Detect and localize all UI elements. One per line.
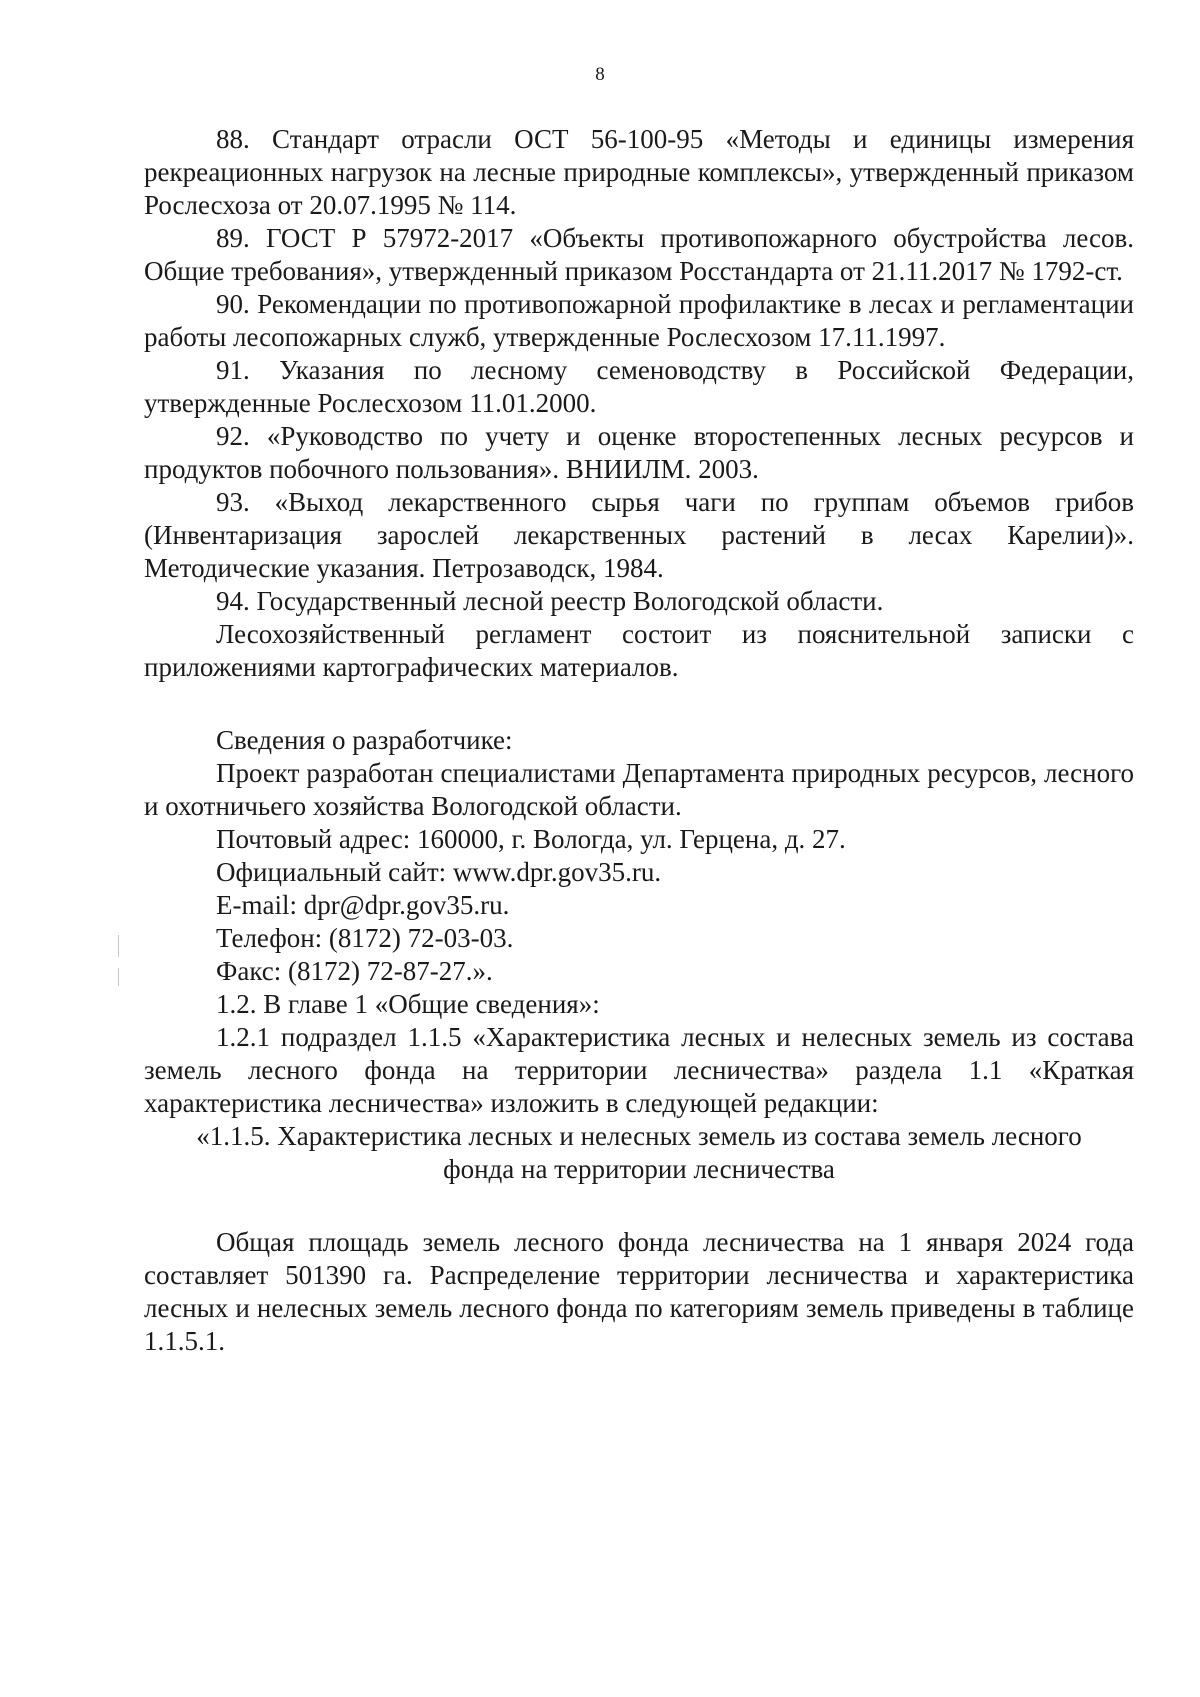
section-heading-line: «1.1.5. Характеристика лесных и нелесных земель из состава земель лесного	[196, 1121, 1082, 1151]
developer-project: Проект разработан специалистами Департамента природных ресурсов, лесного и охотничьего хозяйства Вологодской области.	[144, 758, 1134, 821]
page-number: 8	[595, 64, 605, 85]
developer-email: E-mail: dpr@dpr.gov35.ru.	[216, 890, 510, 920]
list-item: 92. «Руководство по учету и оценке второстепенных лесных ресурсов и продуктов побочного пользования». ВНИИЛМ. 2003.	[144, 421, 1134, 484]
list-item: 94. Государственный лесной реестр Вологодской области.	[216, 586, 884, 616]
list-item: 90. Рекомендации по противопожарной профилактике в лесах и регламентации работы лесопожарных служб, утвержденные Рослесхозом 17.11.1997.	[144, 289, 1134, 352]
list-item: 88. Стандарт отрасли ОСТ 56-100-95 «Методы и единицы измерения рекреационных нагрузок на лесные природные комплексы», утвержденный приказом Рослесхоза от 20.07.1995 № 114.	[144, 124, 1134, 220]
developer-site: Официальный сайт: www.dpr.gov35.ru.	[216, 857, 662, 887]
amendment-chapter: 1.2. В главе 1 «Общие сведения»:	[216, 989, 600, 1019]
developer-info	[144, 724, 1134, 988]
scan-margin-mark	[118, 968, 119, 986]
developer-phone: Телефон: (8172) 72-03-03.	[216, 923, 514, 953]
document-body	[144, 123, 1134, 1358]
spacer	[144, 684, 1134, 724]
developer-address: Почтовый адрес: 160000, г. Вологда, ул. Герцена, д. 27.	[216, 824, 846, 854]
developer-fax: Факс: (8172) 72-87-27.».	[216, 956, 493, 986]
spacer	[144, 1186, 1134, 1226]
regulation-note: Лесохозяйственный регламент состоит из пояснительной записки с приложениями картографических материалов.	[144, 619, 1134, 682]
amendment-section	[144, 988, 1134, 1358]
list-item: 91. Указания по лесному семеноводству в Российской Федерации, утвержденные Рослесхозом 11.01.2000.	[144, 355, 1134, 418]
list-item: 89. ГОСТ Р 57972-2017 «Объекты противопожарного обустройства лесов. Общие требования», утвержденный приказом Росстандарта от 21.11.2017 № 1792-ст.	[144, 223, 1134, 286]
amendment-subsection: 1.2.1 подраздел 1.1.5 «Характеристика лесных и нелесных земель из состава земель лесного фонда на территории лесничества» раздела 1.1 «Краткая характеристика лесничества» изложить в следующей редакции:	[144, 1022, 1134, 1118]
list-item: 93. «Выход лекарственного сырья чаги по группам объемов грибов (Инвентаризация зарослей лекарственных растений в лесах Карелии)». Методические указания. Петрозаводск, 1984.	[144, 487, 1134, 583]
area-summary: Общая площадь земель лесного фонда лесничества на 1 января 2024 года составляет 501390 га. Распределение территории лесничества и характеристика лесных и нелесных земель лесного фонда по категориям земель приведены в таблице 1.1.5.1.	[144, 1227, 1134, 1356]
reference-list	[144, 123, 1134, 618]
section-heading-line: фонда на территории лесничества	[443, 1154, 835, 1184]
section-heading	[144, 1120, 1134, 1186]
developer-heading: Сведения о разработчике:	[216, 725, 513, 755]
scan-margin-mark	[118, 935, 119, 957]
